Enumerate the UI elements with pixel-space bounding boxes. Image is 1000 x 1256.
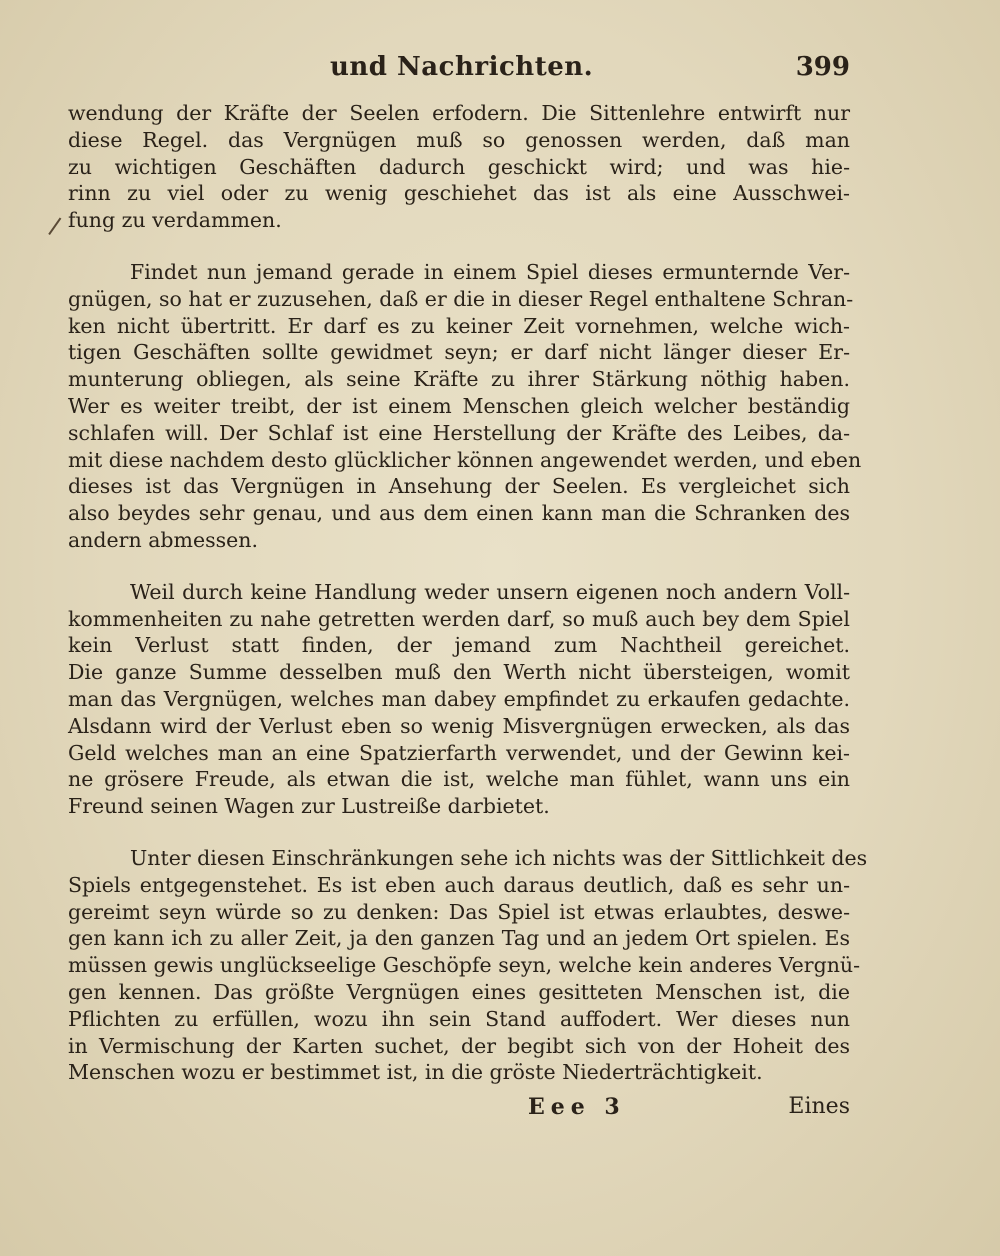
page-footer (68, 1094, 850, 1124)
text-line: müssen gewis unglückseelige Geschöpfe seyn, welche kein anderes Vergnü- (68, 953, 861, 978)
text-line: andern abmessen. (68, 527, 259, 552)
paragraph (68, 845, 868, 1086)
text-line: gnügen, so hat er zuzusehen, daß er die in dieser Regel enthaltene Schran- (68, 286, 854, 311)
text-line: Geld welches man an eine Spatzierfarth verwendet, und der Gewinn kei- (68, 740, 850, 765)
text-line: mit diese nachdem desto glücklicher können angewendet werden, und eben (68, 447, 862, 472)
text-line: schlafen will. Der Schlaf ist eine Herstellung der Kräfte des Leibes, da- (68, 420, 850, 445)
text-line: Die ganze Summe desselben muß den Werth nicht übersteigen, womit (68, 660, 850, 685)
text-line: ne grösere Freude, als etwan die ist, welche man fühlet, wann uns ein (68, 767, 850, 792)
text-line: also beydes sehr genau, und aus dem einen kann man die Schranken des (68, 501, 850, 526)
paragraph (68, 259, 862, 554)
text-line: zu wichtigen Geschäften dadurch geschickt wird; und was hie- (68, 154, 850, 179)
running-title: und Nachrichten. (330, 52, 594, 82)
text-line: Findet nun jemand gerade in einem Spiel dieses ermunternde Ver- (130, 259, 850, 284)
text-line: Unter diesen Einschränkungen sehe ich nichts was der Sittlichkeit des (130, 845, 868, 870)
text-line: fung zu verdammen. (68, 208, 282, 233)
paragraph (68, 579, 850, 820)
text-line: wendung der Kräfte der Seelen erfodern. Die Sittenlehre entwirft nur (68, 101, 850, 125)
text-line: gereimt seyn würde so zu denken: Das Spiel ist etwas erlaubtes, deswe- (68, 899, 850, 924)
text-line: munterung obliegen, als seine Kräfte zu ihrer Stärkung nöthig haben. (68, 367, 850, 392)
catchword: Eines (788, 1094, 850, 1119)
body-text (68, 100, 868, 1111)
signature-mark: Eee 3 (528, 1094, 626, 1120)
text-line: dieses ist das Vergnügen in Ansehung der Seelen. Es vergleichet sich (68, 474, 850, 499)
paragraph (68, 100, 850, 234)
text-line: in Vermischung der Karten suchet, der begibt sich von der Hoheit des (68, 1033, 850, 1058)
text-line: diese Regel. das Vergnügen muß so genossen werden, daß man (68, 127, 850, 152)
text-line: rinn zu viel oder zu wenig geschiehet das ist als eine Ausschwei- (68, 181, 850, 206)
text-line: Spiels entgegenstehet. Es ist eben auch daraus deutlich, daß es sehr un- (68, 872, 850, 897)
page-number: 399 (795, 52, 850, 82)
text-line: ken nicht übertritt. Er darf es zu keiner Zeit vornehmen, welche wich- (68, 313, 850, 338)
page-header (330, 52, 850, 86)
text-line: gen kann ich zu aller Zeit, ja den ganzen Tag und an jedem Ort spielen. Es (68, 926, 850, 951)
text-line: man das Vergnügen, welches man dabey empfindet zu erkaufen gedachte. (68, 686, 850, 711)
text-line: kein Verlust statt finden, der jemand zum Nachtheil gereichet. (68, 633, 850, 658)
text-line: Freund seinen Wagen zur Lustreiße darbietet. (68, 794, 550, 819)
text-line: tigen Geschäften sollte gewidmet seyn; er darf nicht länger dieser Er- (68, 340, 850, 365)
text-line: Weil durch keine Handlung weder unsern eigenen noch andern Voll- (130, 579, 850, 604)
text-line: Wer es weiter treibt, der ist einem Menschen gleich welcher beständig (68, 393, 850, 418)
text-line: Pflichten zu erfüllen, wozu ihn sein Stand auffodert. Wer dieses nun (68, 1006, 850, 1031)
text-line: Alsdann wird der Verlust eben so wenig Misvergnügen erwecken, als das (68, 713, 850, 738)
text-line: kommenheiten zu nahe getretten werden darf, so muß auch bey dem Spiel (68, 606, 850, 631)
text-line: gen kennen. Das größte Vergnügen eines gesitteten Menschen ist, die (68, 979, 850, 1004)
text-line: Menschen wozu er bestimmet ist, in die gröste Niederträchtigkeit. (68, 1060, 763, 1085)
